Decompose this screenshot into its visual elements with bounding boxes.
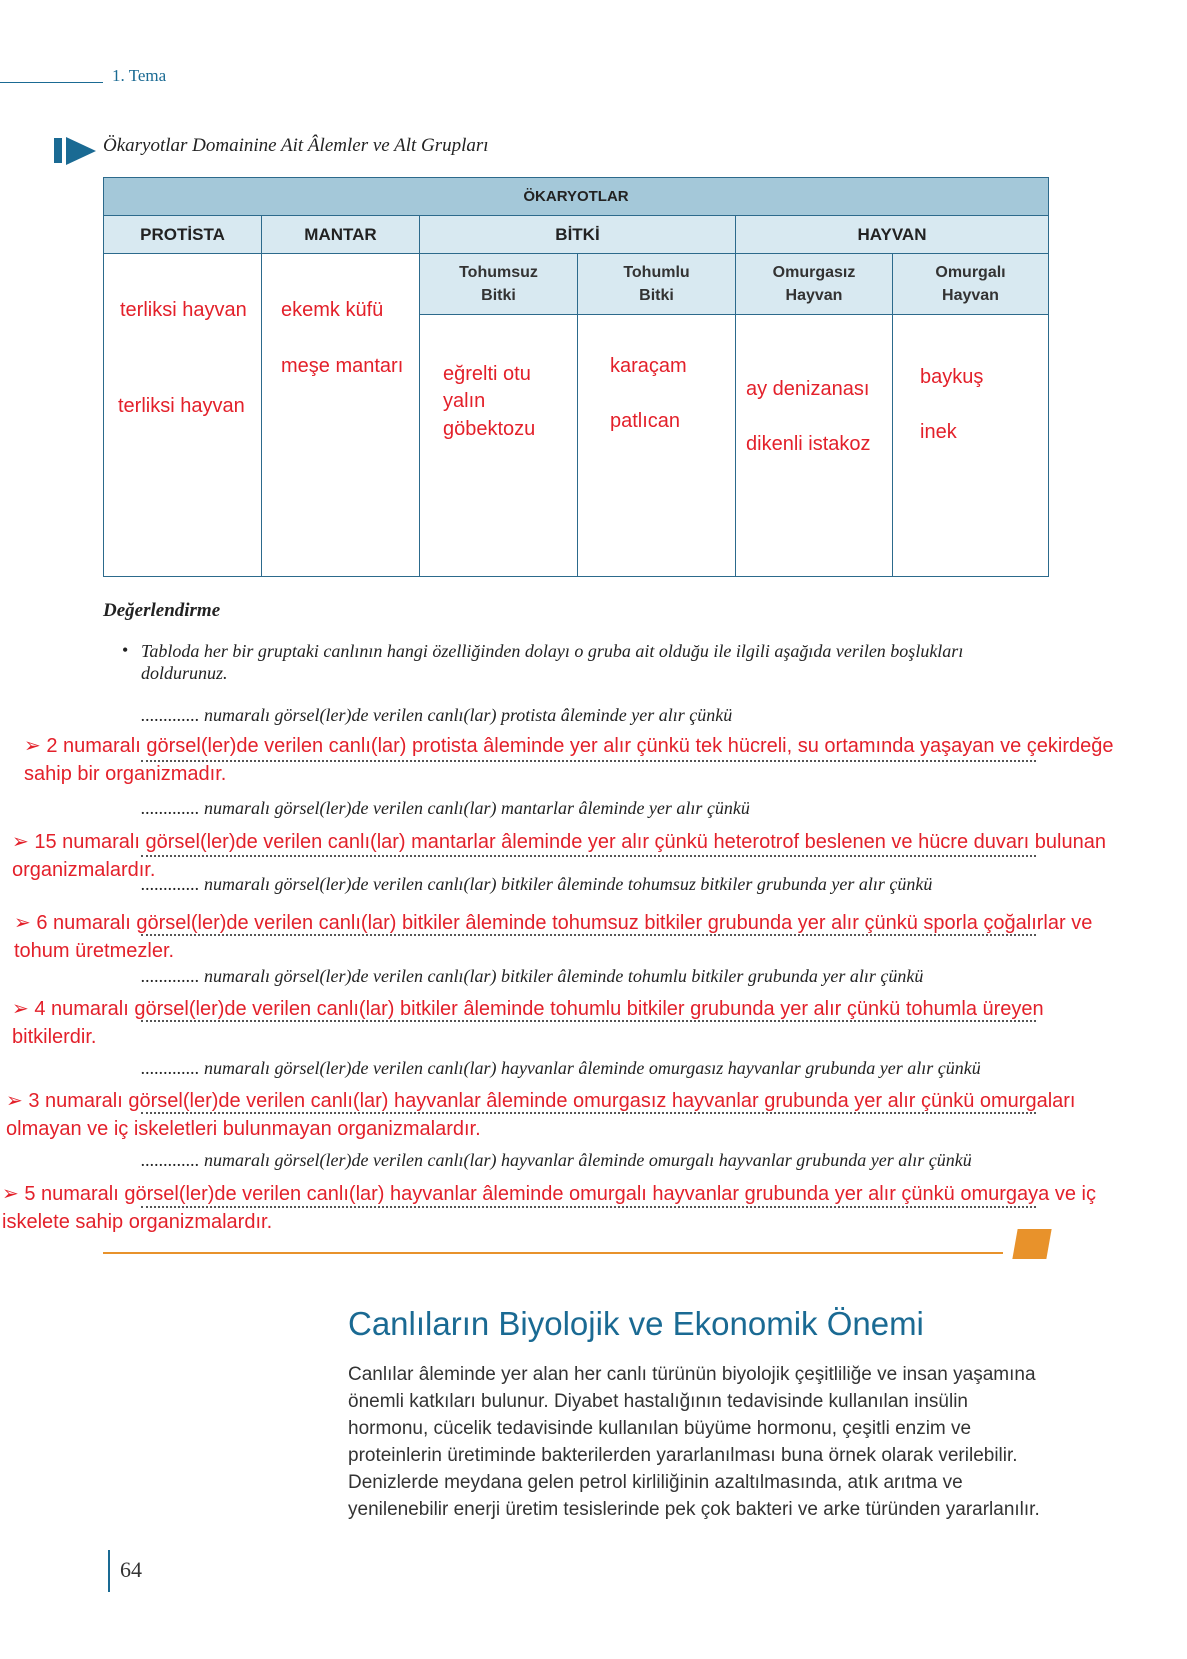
page-number-bar	[108, 1550, 110, 1592]
page-number: 64	[120, 1557, 142, 1582]
answer-line: ➢ 3 numaralı görsel(ler)de verilen canlı(lar) hayvanlar âleminde omurgasız hayvanlar grubunda yer alır çünkü omurgaları	[6, 1090, 1076, 1112]
answer-line: organizmalardır.	[12, 859, 156, 881]
bullet: •	[122, 640, 129, 660]
title-marker-bar	[54, 138, 62, 163]
subgroup-seeded: Tohumlu Bitki	[623, 264, 690, 304]
prompt-line: ............. numaralı görsel(ler)de verilen canlı(lar) protista âleminde yer alır çünkü	[141, 705, 733, 725]
vertebrate-entry: baykuş	[920, 366, 984, 388]
seeded-entry: patlıcan	[610, 410, 681, 432]
answer-line: ➢ 4 numaralı görsel(ler)de verilen canlı(lar) bitkiler âleminde tohumlu bitkiler grubunda yer alır çünkü tohumla üreyen	[12, 998, 1044, 1020]
protista-entry: terliksi hayvan	[118, 395, 245, 417]
answer-line: ➢ 2 numaralı görsel(ler)de verilen canlı(lar) protista âleminde yer alır çünkü tek hücreli, su ortamında yaşayan ve çekirdeğe	[24, 735, 1114, 757]
prompt-line: ............. numaralı görsel(ler)de verilen canlı(lar) hayvanlar âleminde omurgalı hayvanlar grubunda yer alır çünkü	[141, 1150, 972, 1170]
answer-line: sahip bir organizmadır.	[24, 763, 227, 785]
prompt-line: ............. numaralı görsel(ler)de verilen canlı(lar) hayvanlar âleminde omurgasız hayvanlar grubunda yer alır çünkü	[141, 1058, 981, 1078]
theme-label: 1. Tema	[112, 66, 167, 85]
subgroup-invertebrate: Omurgasız Hayvan	[772, 264, 856, 304]
subgroup-seedless: Tohumsuz Bitki	[459, 264, 538, 304]
kingdom-hayvan: HAYVAN	[857, 225, 927, 244]
answer-line: ➢ 15 numaralı görsel(ler)de verilen canlı(lar) mantarlar âleminde yer alır çünkü heterotrof beslenen ve hücre duvarı bulunan	[12, 831, 1106, 853]
answer-line: ➢ 5 numaralı görsel(ler)de verilen canlı(lar) hayvanlar âleminde omurgalı hayvanlar grubunda yer alır çünkü omurgaya ve iç	[2, 1183, 1096, 1205]
answer-line: ➢ 6 numaralı görsel(ler)de verilen canlı(lar) bitkiler âleminde tohumsuz bitkiler grubunda yer alır çünkü sporla çoğalırlar ve	[14, 912, 1093, 934]
invertebrate-entry: ay denizanası	[746, 378, 870, 400]
vertebrate-entry: inek	[920, 421, 957, 443]
subgroup-vertebrate: Omurgalı Hayvan	[935, 264, 1006, 304]
seedless-entry: yalın	[443, 390, 486, 412]
protista-entry: terliksi hayvan	[120, 299, 247, 321]
invertebrate-entry: dikenli istakoz	[746, 433, 871, 455]
kingdom-table	[103, 177, 1049, 577]
mantar-entry: meşe mantarı	[281, 355, 404, 377]
evaluation-instruction: Tabloda her bir gruptaki canlının hangi özelliğinden dolayı o gruba ait olduğu ile ilgili aşağıda verilen boşlukları doldurunuz.	[141, 641, 964, 683]
seedless-entry: eğrelti otu	[443, 363, 531, 385]
prompt-line: ............. numaralı görsel(ler)de verilen canlı(lar) bitkiler âleminde tohumlu bitkiler grubunda yer alır çünkü	[141, 966, 924, 986]
seedless-entry: göbektozu	[443, 418, 536, 440]
okaryotlar-header: ÖKARYOTLAR	[523, 188, 629, 205]
prompt-line: ............. numaralı görsel(ler)de verilen canlı(lar) bitkiler âleminde tohumsuz bitkiler grubunda yer alır çünkü	[141, 874, 933, 894]
prompt-line: ............. numaralı görsel(ler)de verilen canlı(lar) mantarlar âleminde yer alır çünkü	[141, 798, 750, 818]
answer-line: tohum üretmezler.	[14, 940, 175, 962]
evaluation-title: Değerlendirme	[103, 600, 221, 621]
bio-section-title: Canlıların Biyolojik ve Ekonomik Önemi	[348, 1305, 924, 1342]
kingdom-mantar: MANTAR	[304, 225, 377, 244]
header-rule	[0, 82, 103, 83]
answer-line: bitkilerdir.	[12, 1026, 97, 1048]
divider-tab	[1012, 1229, 1051, 1259]
answer-line: iskelete sahip organizmalardır.	[2, 1211, 273, 1233]
seeded-entry: karaçam	[610, 355, 687, 377]
mantar-entry: ekemk küfü	[281, 299, 384, 321]
section-title: Ökaryotlar Domainine Ait Âlemler ve Alt Grupları	[103, 135, 489, 156]
answer-dotted-line	[141, 760, 1036, 762]
kingdom-protista: PROTİSTA	[140, 225, 225, 244]
section-divider	[103, 1252, 1003, 1254]
kingdom-bitki: BİTKİ	[555, 225, 600, 244]
answer-line: olmayan ve iç iskeletleri bulunmayan organizmalardır.	[6, 1118, 481, 1140]
bio-section-text: Canlılar âleminde yer alan her canlı türünün biyolojik çeşitliliğe ve insan yaşamına önemli katkıları bulunur. Diyabet hastalığının tedavisinde kullanılan insülin hormonu, cücelik tedavisinde kullanılan büyüme hormonu, çeşitli enzim ve proteinlerin üretiminde bakterilerden yararlanılması buna örnek olarak verilebilir. Denizlerde meydana gelen petrol kirliliğinin azaltılmasında, atık arıtma ve yenilenebilir enerji üretim tesislerinde pek çok bakteri ve arke türünden yararlanılır.	[348, 1364, 1040, 1520]
play-arrow-icon	[66, 137, 96, 165]
